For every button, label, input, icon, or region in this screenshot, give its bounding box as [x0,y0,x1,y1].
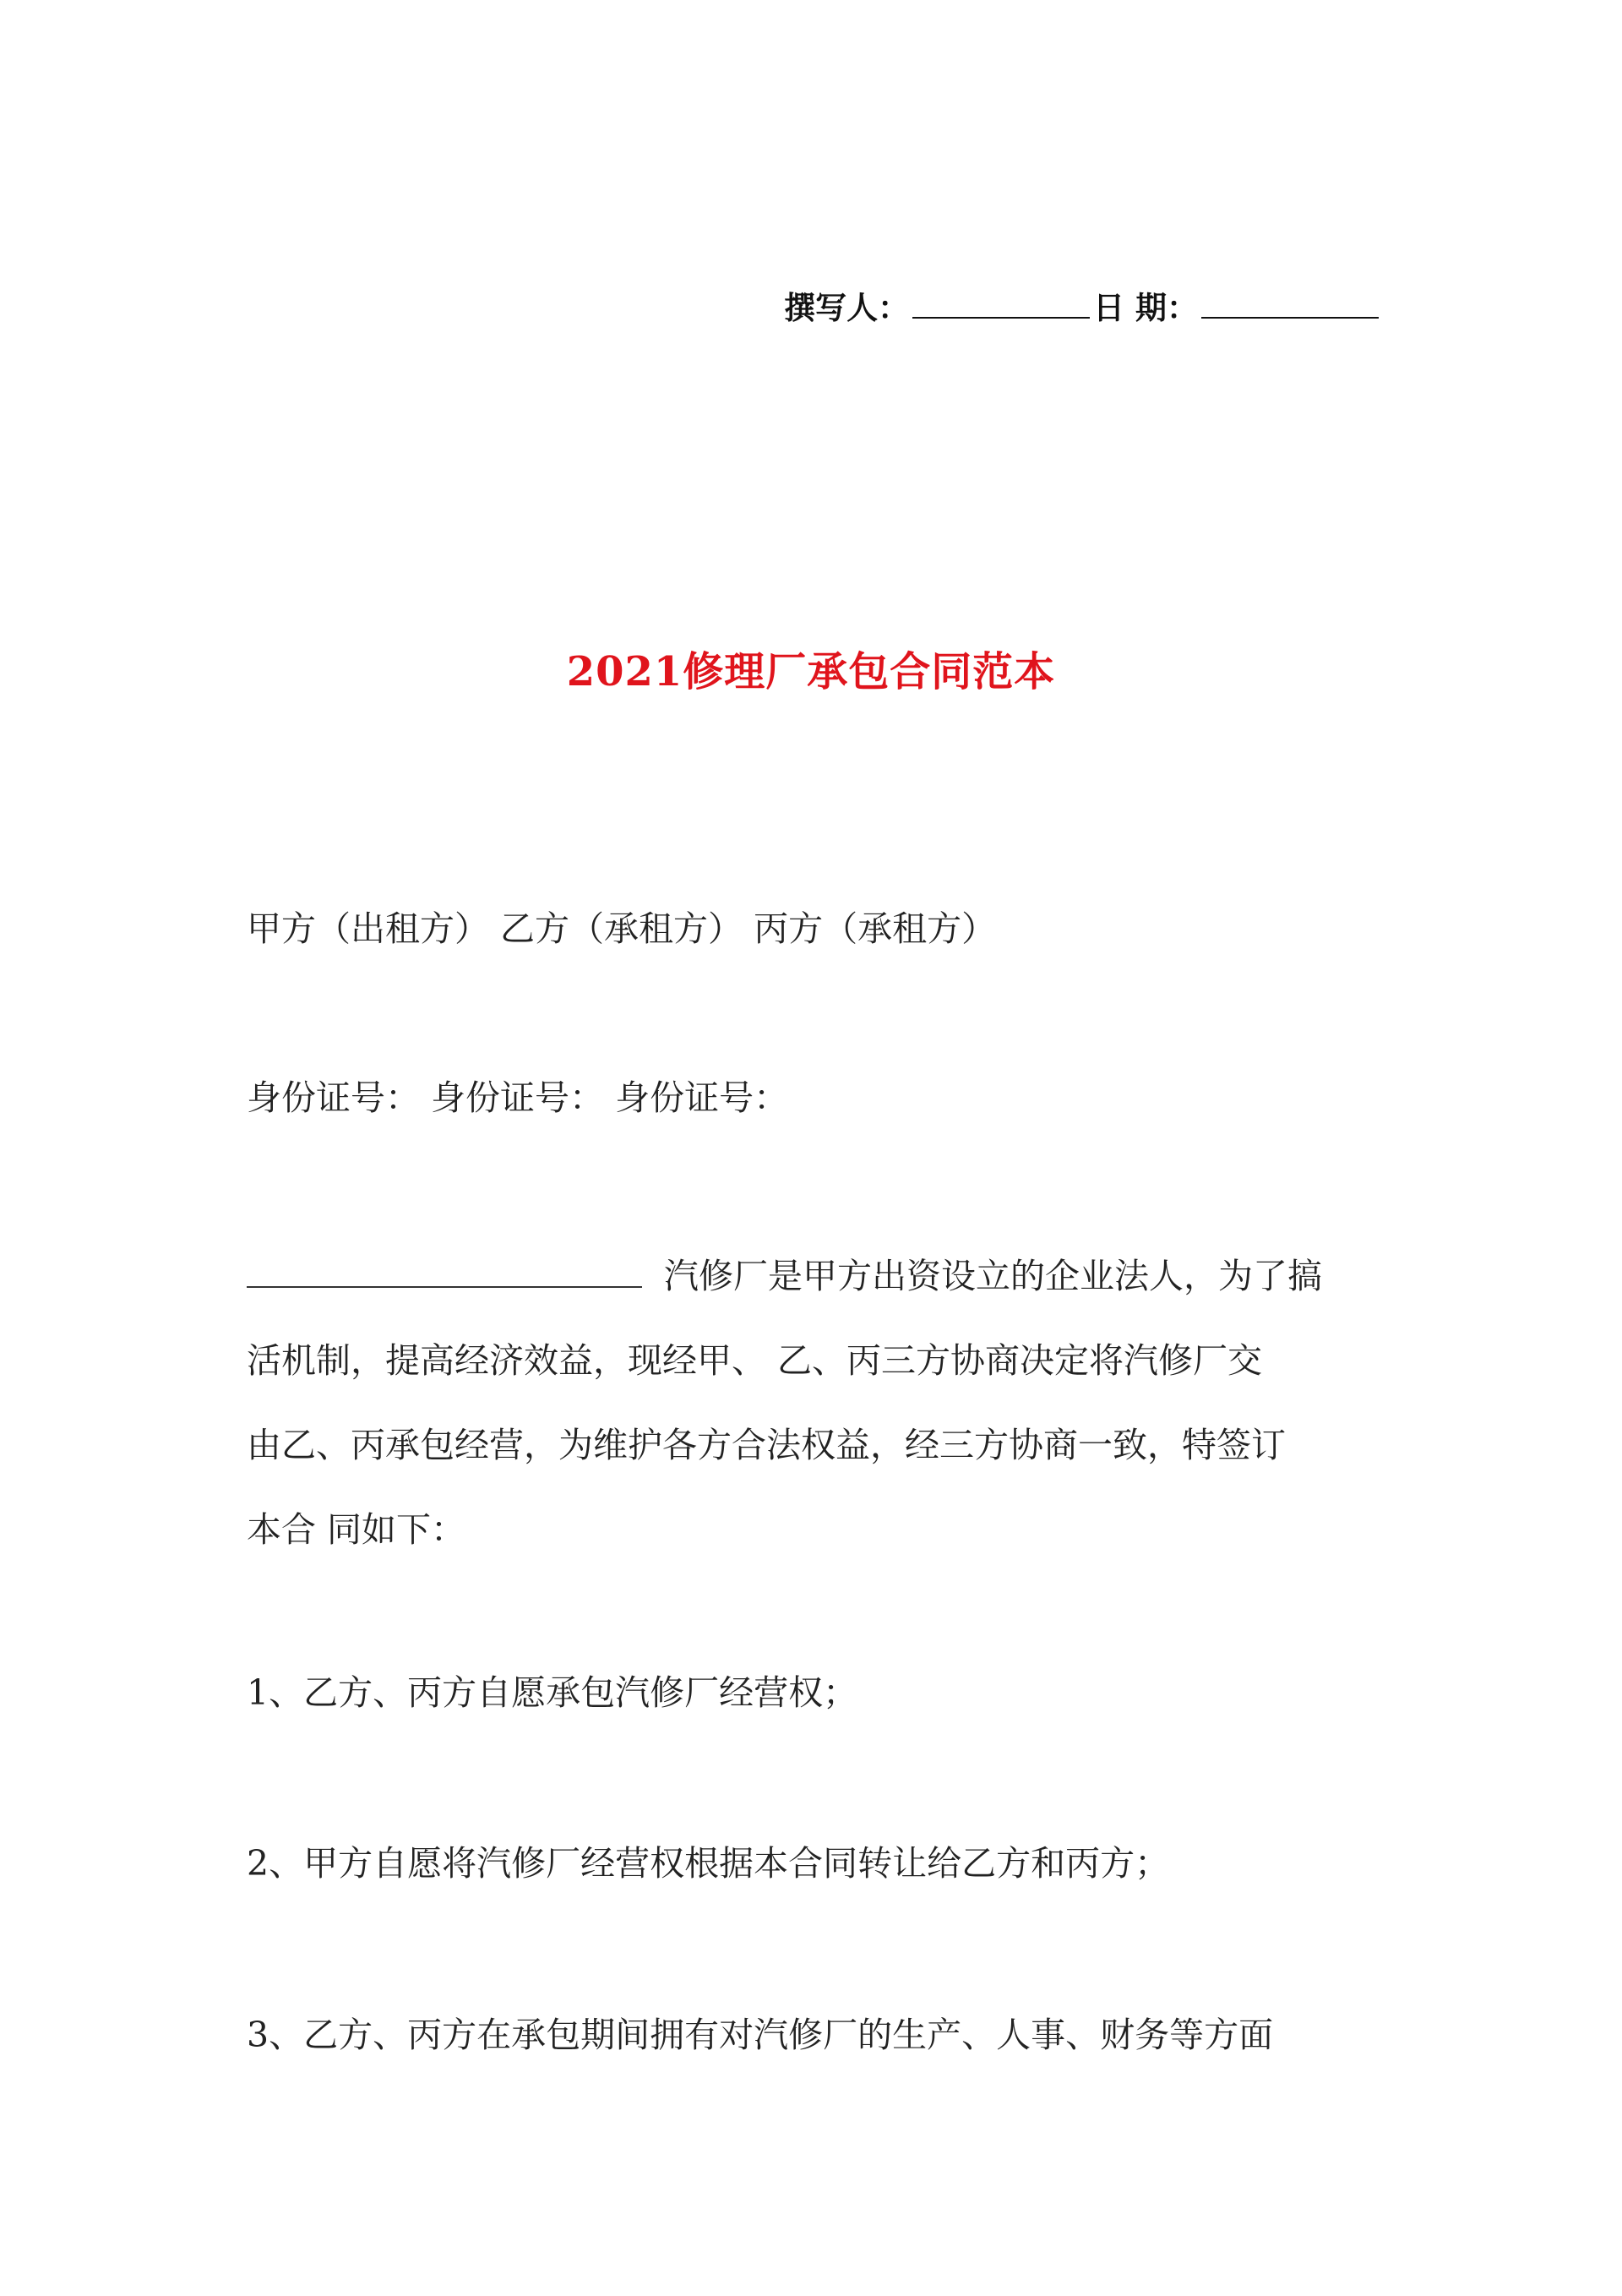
factory-name-blank [247,1257,642,1288]
author-date-line [784,282,1382,328]
intro-line-3: 由乙、丙承包经营，为维护各方合法权益，经三方协商一致，特签订 [247,1425,1286,1465]
author-label: 撰写人： [784,289,910,326]
id-number-line: 身份证号： 身份证号： 身份证号： [247,1077,789,1118]
intro-line-1: 汽修厂是甲方出资设立的企业法人，为了搞 [247,1234,1379,1318]
date-blank [1201,292,1379,319]
clause-item-3: 3、乙方、丙方在承包期间拥有对汽修厂的生产、人事、财务等方面 [247,2015,1274,2055]
contract-body [247,1234,1379,1572]
clause-item-2: 2、甲方自愿将汽修厂经营权根据本合同转让给乙方和丙方； [247,1843,1170,1884]
author-blank [912,292,1090,319]
intro-line-2: 活机制，提高经济效益，现经甲、 乙、丙三方协商决定将汽修厂交 [247,1340,1263,1381]
parties-line: 甲方（出租方） 乙方（承租方） 丙方（承租方） [247,908,997,949]
date-label: 日 期： [1093,289,1198,326]
document-title: 2021修理厂承包合同范本 [566,648,1056,695]
clause-item-1: 1、乙方、丙方自愿承包汽修厂经营权； [247,1672,858,1713]
intro-line-4: 本合 同如下： [247,1509,466,1550]
